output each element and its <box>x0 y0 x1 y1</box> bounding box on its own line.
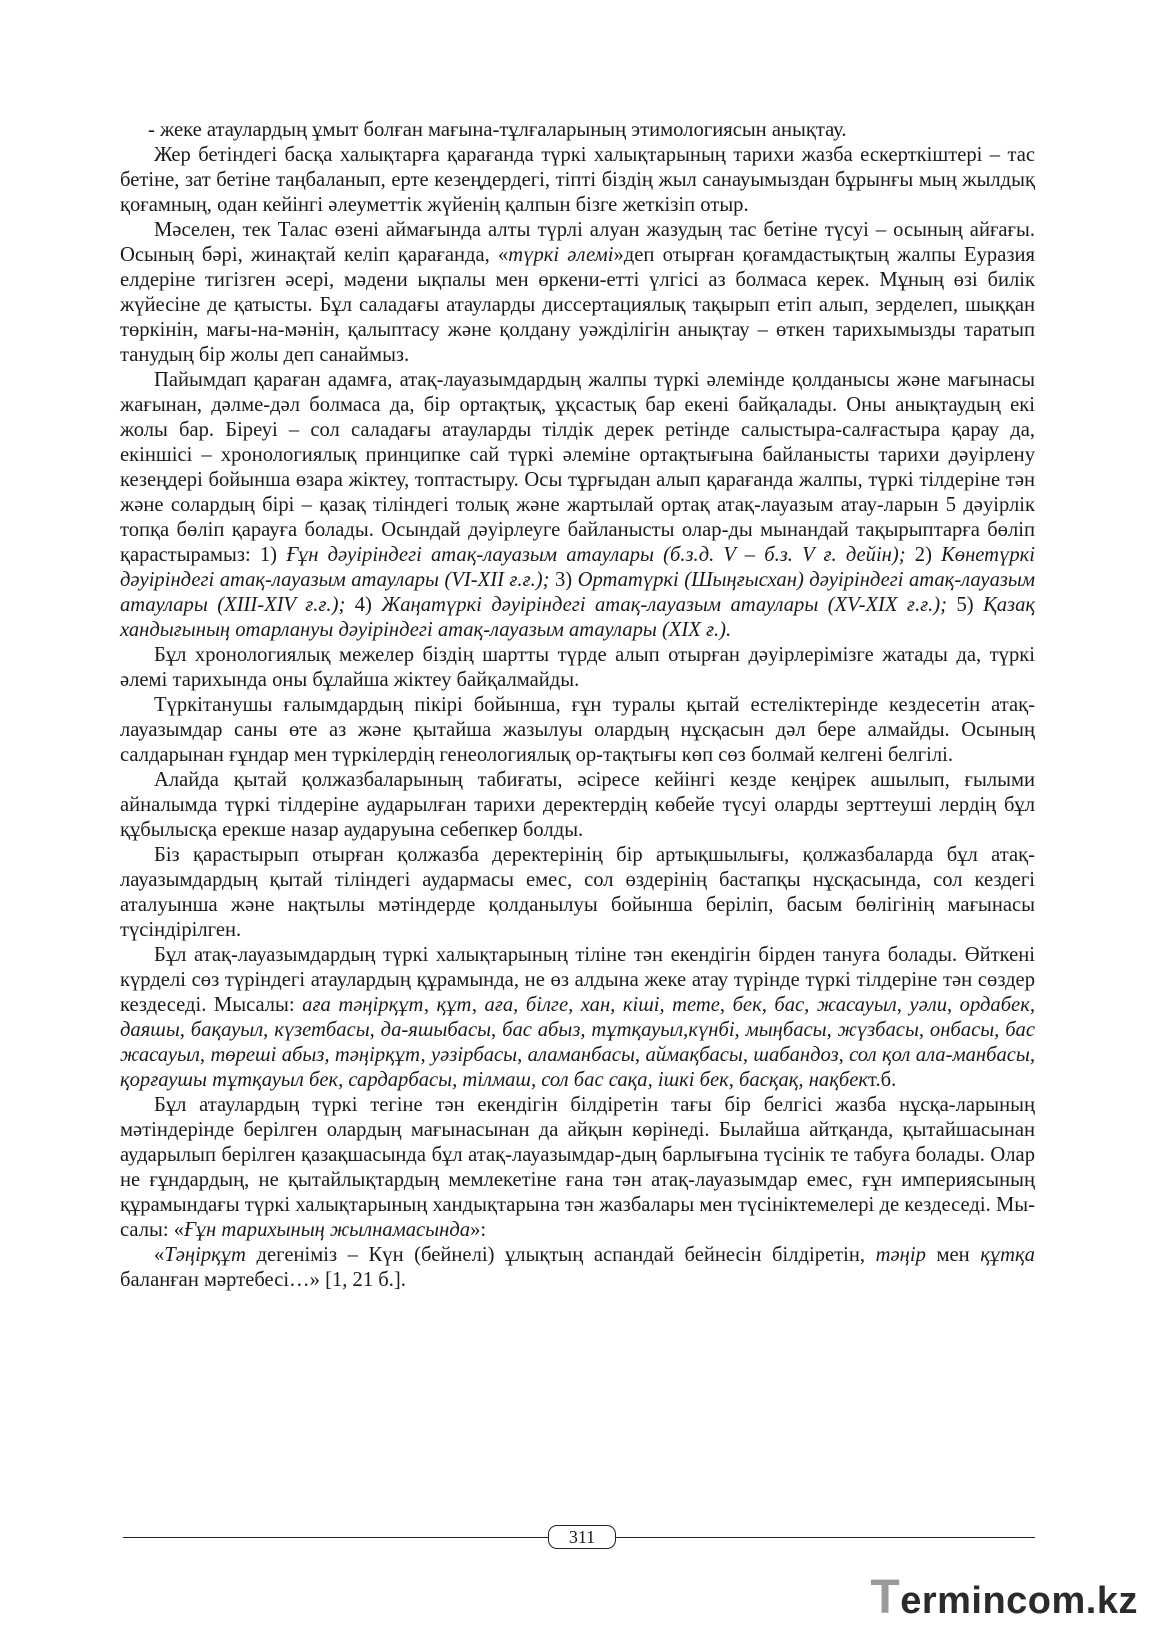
paragraph: Мәселен, тек Талас өзені аймағында алты түрлі алуан жазудың тас бетіне түсуі – осының айғағы. Осының бәрі, жинақтай келіп қарағанда, «түркі әлемі»деп отырған қоғамдастықтың жалпы Еуразия елдеріне тигізген әсері, мәдени ықпалы мен өркени-етті үлгісі аз болмаса керек. Мұның өзі билік жүйесіне де қатысты. Бұл саладағы атауларды диссертациялық тақырып етіп алып, зерделеп, шыққан төркінін, мағы-на-мәнін, қалыптасу және қолдану уәжділігін анықтау – өткен тарихымызды таратып танудың бір жолы деп санаймыз. <box>120 219 1035 366</box>
page-number: 311 <box>548 1525 616 1549</box>
paragraph: - жеке атаулардың ұмыт болған мағына-тұлғаларының этимологиясын анықтау. <box>148 119 847 141</box>
paragraph: Алайда қытай қолжазбаларының табиғаты, әсіресе кейінгі кезде кеңірек ашылып, ғылыми айналымда түркі тілдеріне аударылған тарихи деректердің көбейе түсуі оларды зерттеуші лердің бұл құбылысқа ерекше назар аударуына себепкер болды. <box>120 769 1035 841</box>
paragraph: Бұл атаулардың түркі тегіне тән екендігін білдіретін тағы бір белгісі жазба нұсқа-ларының мәтіндерінде берілген олардың мағынасынан да айқын көрінеді. Былайша айтқанда, қытайшасынан аударылып берілген қазақшасында бұл атақ-лауазымдар-дың барлығына түсінік те табуға болады. Олар не ғұндардың, не қытайлықтардың мемлекетіне ғана тән атақ-лауазымдар емес, ғұн империясының құрамындағы түркі халықтарының хандықтарына тән жазбалары мен түсініктемелері де кездеседі. Мы-салы: «Ғұн тарихының жылнамасында»: <box>120 1094 1035 1241</box>
quote-paragraph: «Тәңірқұт дегеніміз – Күн (бейнелі) ұлықтың аспандай бейнесін білдіретін, тәңір мен құтқа баланған мәртебесі…» [1, 21 б.]. <box>120 1244 1035 1291</box>
paragraph: Біз қарастырып отырған қолжазба деректерінің бір артықшылығы, қолжазбаларда бұл атақ-лауазымдардың қытай тіліндегі аудармасы емес, сол өздерінің бастапқы нұсқасында, сол кездегі аталуынша және нақтылы мәтіндерде қолданылуы бойынша беріліп, басым бөлігінің мағынасы түсіндірілген. <box>120 844 1035 941</box>
paragraph: Бұл хронологиялық межелер біздің шартты түрде алып отырған дәуірлерімізге жатады да, түркі әлемі тарихында оны бұлайша жіктеу байқалмайды. <box>120 644 1035 691</box>
paragraph: Бұл атақ-лауазымдардың түркі халықтарының тіліне тән екендігін бірден тануға болады. Өйткені күрделі сөз түріндегі атаулардың құрамында, не өз алдына жеке атау түрінде түркі тілдеріне тән сөздер кездеседі. Мысалы: аға тәңірқұт, құт, аға, білге, хан, кіші, тете, бек, бас, жасауыл, уәли, ордабек, даяшы, бақауыл, күзетбасы, да-яшыбасы, бас абыз, тұтқауыл,күнбі, мыңбасы, жүзбасы, онбасы, бас жасауыл, төреші абыз, тәңірқұт, уәзірбасы, аламанбасы, аймақбасы, шабандоз, сол қол ала-манбасы, қорғаушы тұтқауыл бек, сардарбасы, тілмаш, сол бас сақа, ішкі бек, басқақ, нақбект.б. <box>120 944 1035 1091</box>
watermark-logo: Termincom.kz <box>870 1571 1138 1624</box>
paragraph: Түркітанушы ғалымдардың пікірі бойынша, ғұн туралы қытай естеліктерінде кездесетін атақ-лауазымдар саны өте аз және қытайша жазылуы олардың нұсқасын дәл бере алмайды. Осының салдарынан ғұндар мен түркілердің генеологиялық ор-тақтығы көп сөз болмай келгені белгілі. <box>120 694 1035 766</box>
document-body <box>120 118 1035 1293</box>
paragraph: Пайымдап қараған адамға, атақ-лауазымдардың жалпы түркі әлемінде қолданысы және мағынасы жағынан, дәлме-дәл болмаса да, бір ортақтық, ұқсастық бар екені байқалады. Оны анықтаудың екі жолы бар. Біреуі – сол саладағы атауларды тілдік дерек ретінде салыстыра-салғастыра қарау да, екіншісі – хронологиялық принципке сай түркі әлеміне ортақтығына байланысты тарихи дәуірлену кезеңдері бойынша өзара жіктеу, топтастыру. Осы тұрғыдан алып қарағанда жалпы, түркі тілдеріне тән және солардың бірі – қазақ тіліндегі толық және жартылай ортақ атақ-лауазым атау-ларын 5 дәуірлік топқа бөліп қарауға болады. Осындай дәуірлеуге байланысты олар-ды мынандай тақырыптарға бөліп қарастырамыз: 1) Ғұн дәуіріндегі атақ-лауазым атаулары (б.з.д. V – б.з. V ғ. дейін); 2) Көнетүркі дәуіріндегі атақ-лауазым атаулары (VI-XII ғ.ғ.); 3) Ортатүркі (Шыңғысхан) дәуіріндегі атақ-лауазым атаулары (XIII-XIV ғ.ғ.); 4) Жаңатүркі дәуіріндегі атақ-лауазым атаулары (XV-XIX ғ.ғ.); 5) Қазақ хандығының отарлануы дәуіріндегі атақ-лауазым атаулары (XIX ғ.). <box>120 369 1036 641</box>
paragraph: Жер бетіндегі басқа халықтарға қарағанда түркі халықтарының тарихи жазба ескерткіштері – тас бетіне, зат бетіне таңбаланып, ерте кезеңдердегі, тіпті біздің жыл санауымыздан бұрынғы мың жылдық қоғамның, одан кейінгі әлеуметтік жүйенің қалпын бізге жеткізіп отыр. <box>120 144 1035 216</box>
